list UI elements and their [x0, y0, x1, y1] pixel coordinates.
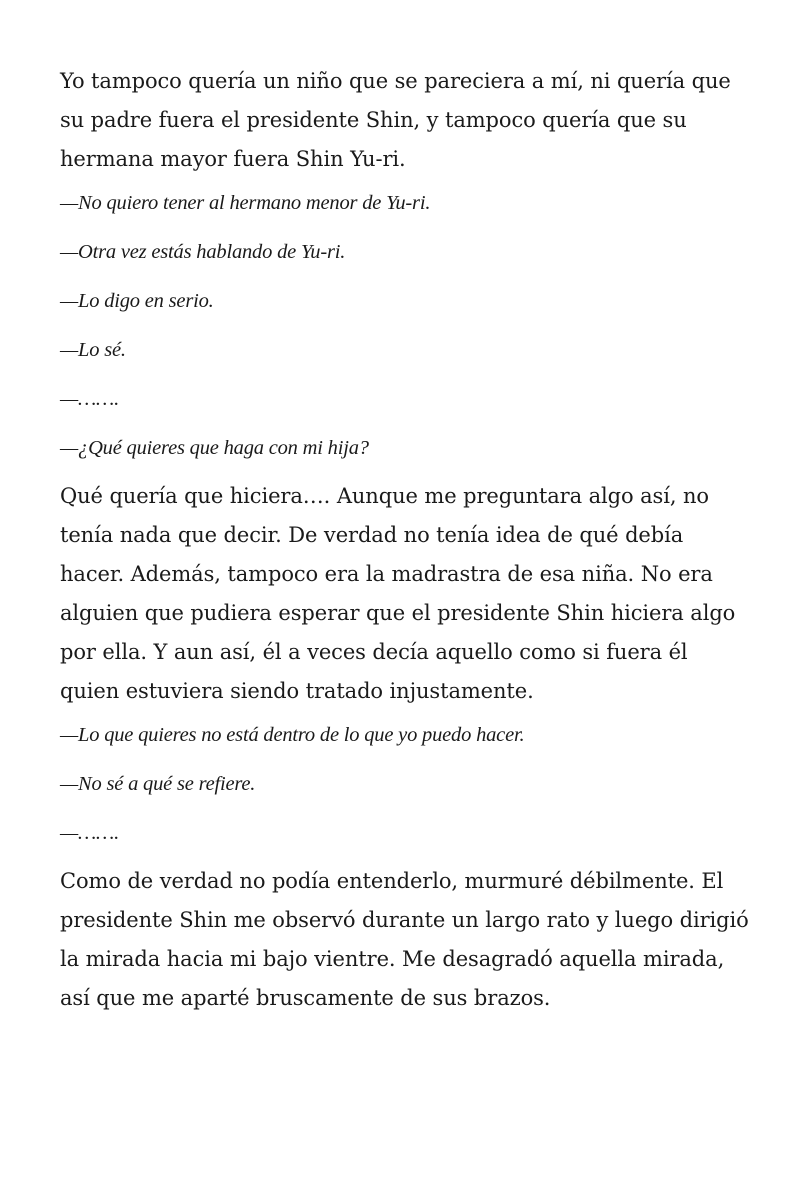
- dialogue-line-5: —…….: [60, 388, 120, 410]
- paragraph-2: Qué quería que hiciera…. Aunque me preguntara algo así, no tenía nada que decir. De verdad no tenía idea de qué debía hacer. Además, tampoco era la madrastra de esa niña. No era alguien que pudiera esperar que el presidente Shin hiciera algo por ella. Y aun así, él a veces decía aquello como si fuera él quien estuviera siendo tratado injustamente.: [60, 484, 736, 703]
- dialogue-line-7: —Lo que quieres no está dentro de lo que yo puedo hacer.: [60, 724, 525, 746]
- paragraph-1: Yo tampoco quería un niño que se pareciera a mí, ni quería que su padre fuera el presidente Shin, y tampoco quería que su hermana mayor fuera Shin Yu-ri.: [60, 69, 731, 171]
- dialogue-line-9: —…….: [60, 822, 120, 844]
- paragraph-3: Como de verdad no podía entenderlo, murmuré débilmente. El presidente Shin me observó durante un largo rato y luego dirigió la mirada hacia mi bajo vientre. Me desagradó aquella mirada, así que me aparté bruscamente de sus brazos.: [60, 869, 749, 1010]
- dialogue-line-3: —Lo digo en serio.: [60, 290, 214, 312]
- dialogue-line-6: —¿Qué quieres que haga con mi hija?: [60, 437, 369, 459]
- dialogue-line-8: —No sé a qué se refiere.: [60, 773, 256, 795]
- document-page: [60, 62, 750, 1018]
- dialogue-line-1: —No quiero tener al hermano menor de Yu-ri.: [60, 192, 431, 214]
- dialogue-line-2: —Otra vez estás hablando de Yu-ri.: [60, 241, 346, 263]
- dialogue-line-4: —Lo sé.: [60, 339, 126, 361]
